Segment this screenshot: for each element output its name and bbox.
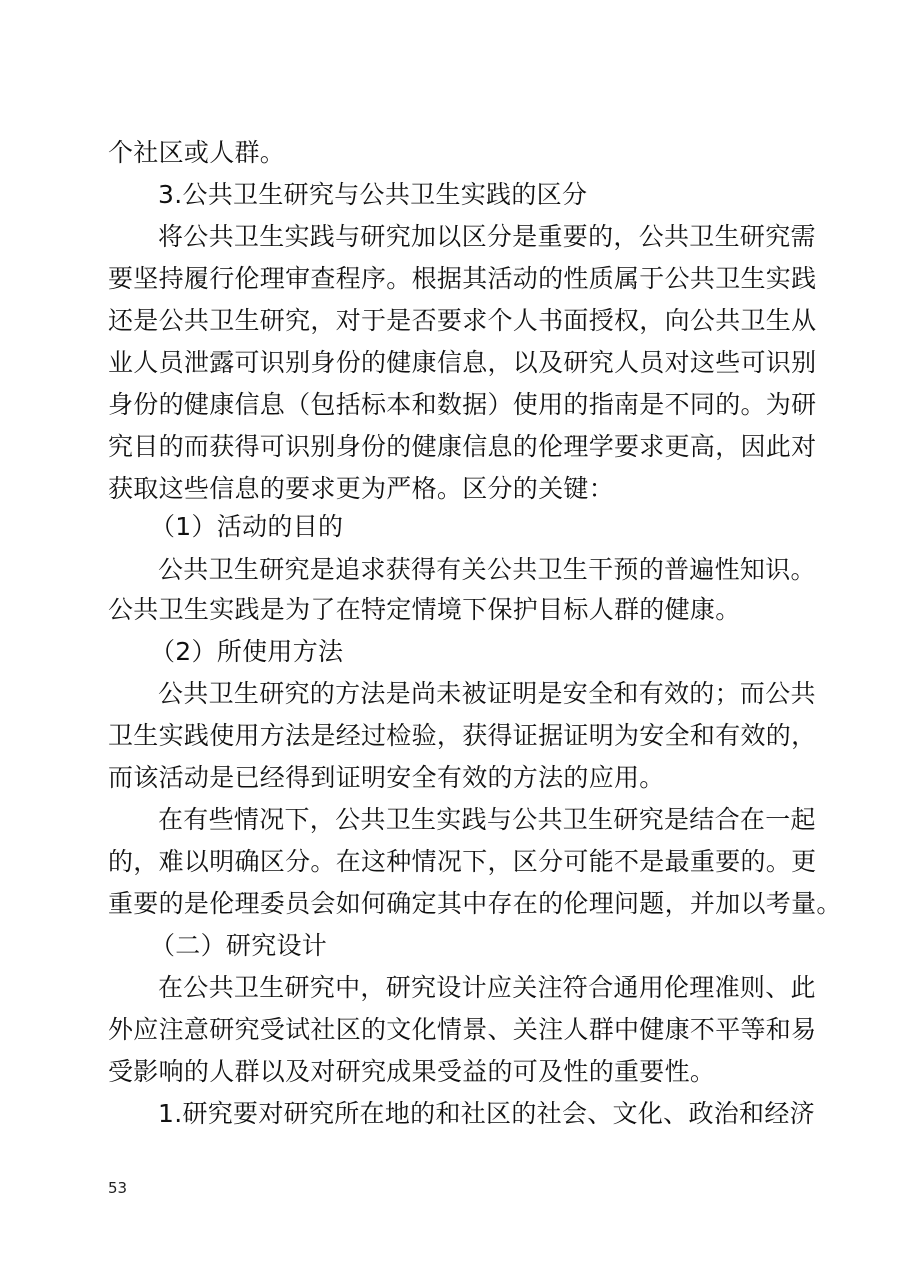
paragraph-line: 受影响的人群以及对研究成果受益的可及性的重要性。: [108, 1057, 716, 1086]
text-line: 个社区或人群。: [108, 138, 286, 167]
section-heading: （二）研究设计: [150, 931, 328, 960]
paragraph-line: 外应注意研究受试社区的文化情景、关注人群中健康不平等和易: [108, 1015, 817, 1044]
paragraph-line: 业人员泄露可识别身份的健康信息，以及研究人员对这些可识别: [108, 348, 817, 377]
paragraph-line: 公共卫生研究是追求获得有关公共卫生干预的普遍性知识。: [158, 555, 816, 584]
subheading: （1）活动的目的: [150, 512, 344, 541]
paragraph-line: 在公共卫生研究中，研究设计应关注符合通用伦理准则、此: [158, 973, 816, 1002]
paragraph-line: 而该活动是已经得到证明安全有效的方法的应用。: [108, 763, 665, 792]
section-heading: 3.公共卫生研究与公共卫生实践的区分: [158, 180, 588, 209]
paragraph-line: 究目的而获得可识别身份的健康信息的伦理学要求更高，因此对: [108, 432, 817, 461]
paragraph-line: 在有些情况下，公共卫生实践与公共卫生研究是结合在一起: [158, 805, 816, 834]
paragraph-line: 公共卫生实践是为了在特定情境下保护目标人群的健康。: [108, 595, 741, 624]
page-number: 53: [108, 1179, 128, 1197]
paragraph-line: 1.研究要对研究所在地的和社区的社会、文化、政治和经济: [158, 1099, 815, 1128]
paragraph-line: 公共卫生研究的方法是尚未被证明是安全和有效的；而公共: [158, 679, 816, 708]
paragraph-line: 将公共卫生实践与研究加以区分是重要的，公共卫生研究需: [158, 222, 816, 251]
subheading: （2）所使用方法: [150, 637, 344, 666]
paragraph-line: 的，难以明确区分。在这种情况下，区分可能不是最重要的。更: [108, 847, 817, 876]
paragraph-line: 身份的健康信息（包括标本和数据）使用的指南是不同的。为研: [108, 390, 817, 419]
paragraph-line: 重要的是伦理委员会如何确定其中存在的伦理问题，并加以考量。: [108, 889, 842, 918]
paragraph-line: 还是公共卫生研究，对于是否要求个人书面授权，向公共卫生从: [108, 306, 817, 335]
paragraph-line: 要坚持履行伦理审查程序。根据其活动的性质属于公共卫生实践: [108, 264, 817, 293]
paragraph-line: 获取这些信息的要求更为严格。区分的关键：: [108, 474, 615, 503]
paragraph-line: 卫生实践使用方法是经过检验，获得证据证明为安全和有效的，: [108, 721, 817, 750]
